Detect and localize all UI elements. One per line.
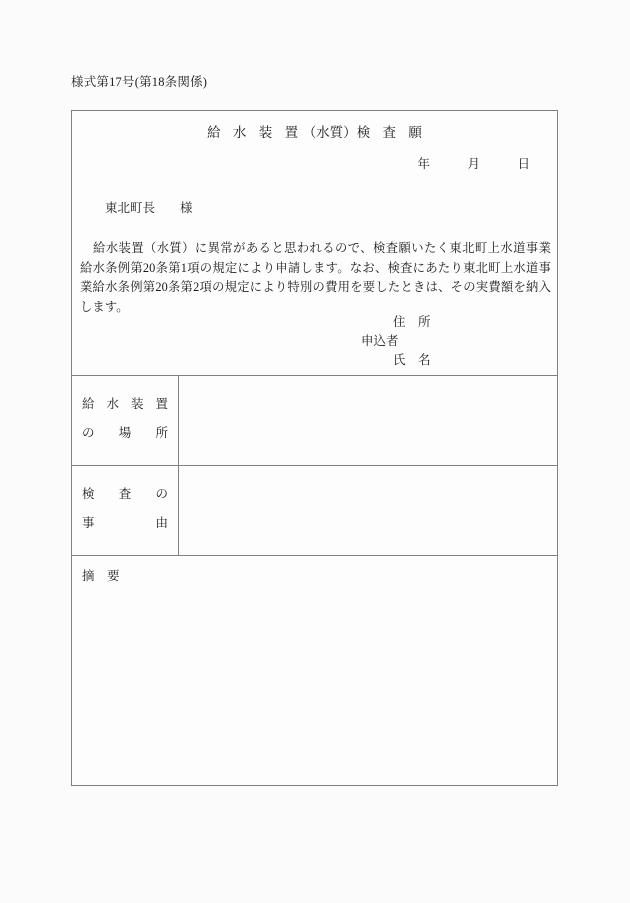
form-box <box>71 110 558 786</box>
applicant-block <box>361 313 431 370</box>
body-paragraph: 給水装置（水質）に異常があると思われるので、検査願いたく東北町上水道事業給水条例第20条第1項の規定により申請します。なお、検査にあたり東北町上水道事業給水条例第20条第2項の規定により特別の費用を要したときは、その実費額を納入します。 <box>80 241 551 314</box>
row-label-line-1: 給水装置 <box>82 397 168 411</box>
applicant-label: 申込者 <box>361 334 399 348</box>
page-title-paren: （水質） <box>302 125 357 140</box>
row-label-inspection-reason <box>72 466 179 555</box>
row-label-line-1: 検査の <box>82 487 168 501</box>
applicant-address-label: 住 所 <box>393 315 431 329</box>
date-line: 年 月 日 <box>417 157 530 171</box>
table-row <box>72 376 557 466</box>
page-title <box>72 121 557 141</box>
row-label-line-2: の場所 <box>82 426 168 440</box>
form-header-section <box>72 111 557 376</box>
remarks-label: 摘 要 <box>82 569 120 583</box>
page-title-tail: 検 査 願 <box>356 125 427 140</box>
remarks-row[interactable] <box>72 556 557 786</box>
row-label-line-2: 事由 <box>82 516 168 530</box>
applicant-name-label: 氏 名 <box>393 353 431 367</box>
table-row <box>72 466 557 556</box>
page-title-main: 給 水 装 置 <box>207 125 303 140</box>
form-number: 様式第17号(第18条関係) <box>71 75 208 89</box>
row-value-water-supply-location[interactable] <box>179 376 557 465</box>
row-label-water-supply-location <box>72 376 179 465</box>
addressee-line: 東北町長 様 <box>105 201 193 215</box>
row-value-inspection-reason[interactable] <box>179 466 557 555</box>
